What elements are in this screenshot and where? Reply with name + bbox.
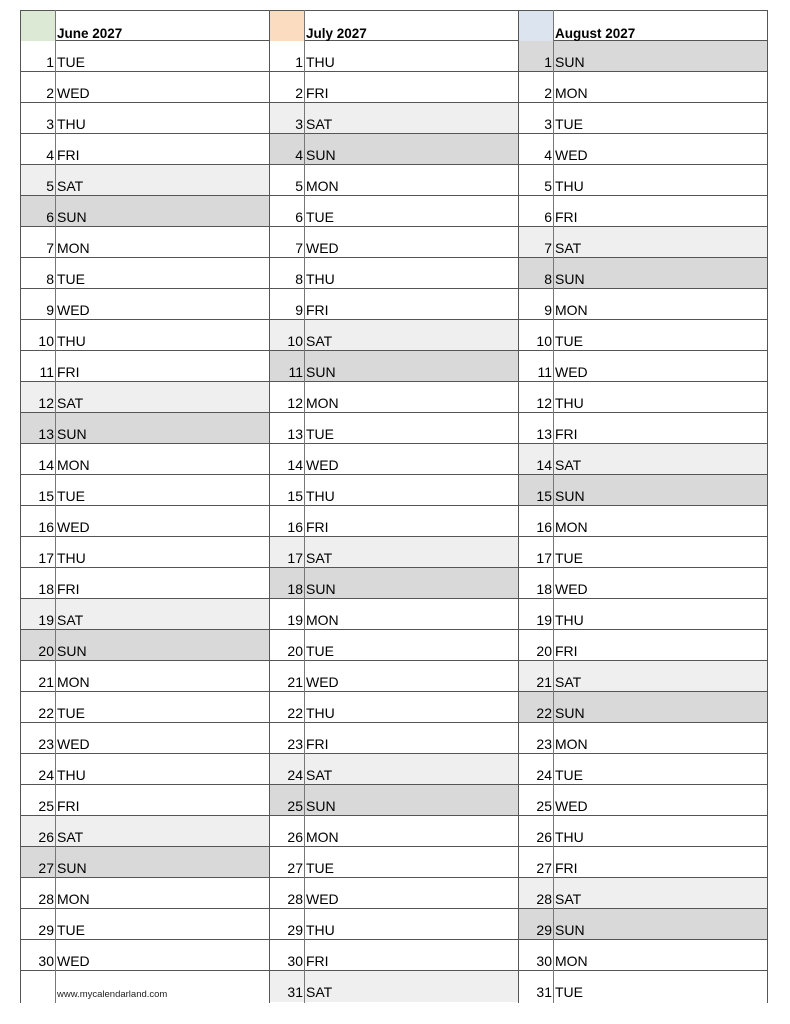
day-row xyxy=(20,41,269,72)
day-number: 19 xyxy=(536,612,552,628)
day-row xyxy=(269,723,518,754)
day-row xyxy=(20,506,269,537)
day-number: 7 xyxy=(46,240,54,256)
day-row xyxy=(269,661,518,692)
day-number: 31 xyxy=(287,984,303,1000)
weekday-label: THU xyxy=(57,767,86,783)
weekday-label: THU xyxy=(555,612,584,628)
day-number: 29 xyxy=(38,922,54,938)
weekday-label: TUE xyxy=(555,984,583,1000)
day-number: 15 xyxy=(536,488,552,504)
day-number: 25 xyxy=(287,798,303,814)
day-row xyxy=(518,413,767,444)
day-row xyxy=(20,227,269,258)
day-row xyxy=(518,506,767,537)
day-row xyxy=(518,847,767,878)
weekday-label: FRI xyxy=(306,953,329,969)
day-row xyxy=(20,537,269,568)
day-number: 11 xyxy=(288,364,303,380)
weekday-label: MON xyxy=(306,395,339,411)
day-row xyxy=(518,909,767,940)
day-number: 3 xyxy=(295,116,303,132)
weekday-label: SUN xyxy=(555,922,585,938)
day-row xyxy=(518,320,767,351)
day-row xyxy=(269,227,518,258)
day-number: 21 xyxy=(287,674,303,690)
month-header xyxy=(20,10,269,41)
grid-line xyxy=(767,10,768,1003)
grid-line xyxy=(518,10,519,1003)
weekday-label: MON xyxy=(57,674,90,690)
day-row xyxy=(269,785,518,816)
day-number: 13 xyxy=(536,426,552,442)
day-row xyxy=(518,72,767,103)
weekday-label: WED xyxy=(555,147,588,163)
day-number: 18 xyxy=(536,581,552,597)
header-color-swatch xyxy=(518,11,553,41)
day-number: 5 xyxy=(295,178,303,194)
day-number: 9 xyxy=(295,302,303,318)
footer-website: www.mycalendarland.com xyxy=(57,989,168,1000)
weekday-label: WED xyxy=(57,85,90,101)
day-row xyxy=(20,72,269,103)
weekday-label: SUN xyxy=(306,147,336,163)
month-header xyxy=(269,10,518,41)
day-row xyxy=(20,196,269,227)
day-number: 17 xyxy=(287,550,303,566)
day-row xyxy=(269,320,518,351)
day-number: 28 xyxy=(287,891,303,907)
day-row xyxy=(518,382,767,413)
day-row xyxy=(518,754,767,785)
weekday-label: WED xyxy=(555,581,588,597)
month-title: August 2027 xyxy=(555,26,636,41)
day-number: 2 xyxy=(295,85,303,101)
day-row xyxy=(269,475,518,506)
weekday-label: WED xyxy=(57,736,90,752)
day-row xyxy=(20,289,269,320)
day-row xyxy=(518,165,767,196)
month-column-august xyxy=(518,10,767,1003)
day-number: 19 xyxy=(38,612,54,628)
weekday-label: SAT xyxy=(57,178,84,194)
weekday-label: TUE xyxy=(57,705,85,721)
weekday-label: THU xyxy=(306,922,335,938)
day-row xyxy=(269,971,518,1002)
day-row xyxy=(518,816,767,847)
day-row xyxy=(269,599,518,630)
day-number: 16 xyxy=(287,519,303,535)
day-number: 15 xyxy=(287,488,303,504)
weekday-label: SAT xyxy=(306,550,333,566)
day-row xyxy=(269,444,518,475)
day-number: 30 xyxy=(287,953,303,969)
day-number: 12 xyxy=(536,395,552,411)
day-number: 3 xyxy=(46,116,54,132)
weekday-label: SUN xyxy=(555,488,585,504)
day-number: 6 xyxy=(46,209,54,225)
weekday-label: SAT xyxy=(57,829,84,845)
day-number: 7 xyxy=(544,240,552,256)
day-row xyxy=(518,785,767,816)
day-number: 22 xyxy=(536,705,552,721)
weekday-label: MON xyxy=(57,240,90,256)
day-row xyxy=(518,444,767,475)
weekday-label: FRI xyxy=(555,643,578,659)
day-row xyxy=(20,816,269,847)
weekday-label: TUE xyxy=(57,54,85,70)
grid-line xyxy=(55,10,56,1003)
weekday-label: MON xyxy=(555,302,588,318)
weekday-label: MON xyxy=(555,85,588,101)
day-row xyxy=(269,878,518,909)
day-row xyxy=(269,103,518,134)
day-number: 16 xyxy=(38,519,54,535)
day-number: 13 xyxy=(38,426,54,442)
day-row xyxy=(518,475,767,506)
weekday-label: THU xyxy=(306,488,335,504)
weekday-label: WED xyxy=(306,891,339,907)
day-row xyxy=(20,909,269,940)
weekday-label: TUE xyxy=(306,426,334,442)
weekday-label: WED xyxy=(57,519,90,535)
day-number: 23 xyxy=(536,736,552,752)
weekday-label: SAT xyxy=(57,395,84,411)
weekday-label: TUE xyxy=(57,922,85,938)
weekday-label: SAT xyxy=(555,674,582,690)
day-row xyxy=(20,785,269,816)
weekday-label: THU xyxy=(57,116,86,132)
day-row xyxy=(518,568,767,599)
day-number: 1 xyxy=(46,54,54,70)
header-color-swatch xyxy=(269,11,304,41)
weekday-label: FRI xyxy=(555,426,578,442)
day-row xyxy=(518,196,767,227)
weekday-label: FRI xyxy=(306,85,329,101)
day-row xyxy=(269,165,518,196)
weekday-label: SAT xyxy=(555,891,582,907)
day-row xyxy=(269,41,518,72)
day-number: 3 xyxy=(544,116,552,132)
weekday-label: FRI xyxy=(555,209,578,225)
month-title: June 2027 xyxy=(57,26,123,41)
grid-line xyxy=(553,10,554,1003)
day-number: 22 xyxy=(38,705,54,721)
day-row xyxy=(518,227,767,258)
day-number: 26 xyxy=(536,829,552,845)
day-number: 29 xyxy=(536,922,552,938)
day-number: 20 xyxy=(287,643,303,659)
day-row xyxy=(269,506,518,537)
day-row xyxy=(518,692,767,723)
day-row xyxy=(269,196,518,227)
weekday-label: SAT xyxy=(555,457,582,473)
day-number: 28 xyxy=(38,891,54,907)
day-number: 24 xyxy=(536,767,552,783)
day-number: 6 xyxy=(295,209,303,225)
weekday-label: TUE xyxy=(555,767,583,783)
day-row xyxy=(269,134,518,165)
day-number: 27 xyxy=(287,860,303,876)
weekday-label: TUE xyxy=(555,333,583,349)
day-number: 22 xyxy=(287,705,303,721)
weekday-label: THU xyxy=(555,395,584,411)
day-row xyxy=(20,754,269,785)
weekday-label: SUN xyxy=(306,798,336,814)
weekday-label: FRI xyxy=(306,302,329,318)
day-row xyxy=(20,723,269,754)
day-number: 12 xyxy=(38,395,54,411)
weekday-label: SAT xyxy=(57,612,84,628)
weekday-label: THU xyxy=(57,333,86,349)
day-number: 9 xyxy=(544,302,552,318)
day-number: 20 xyxy=(38,643,54,659)
day-row xyxy=(518,878,767,909)
day-number: 4 xyxy=(544,147,552,163)
day-number: 10 xyxy=(287,333,303,349)
day-number: 18 xyxy=(38,581,54,597)
weekday-label: WED xyxy=(306,240,339,256)
day-row xyxy=(20,568,269,599)
day-number: 29 xyxy=(287,922,303,938)
weekday-label: SAT xyxy=(306,984,333,1000)
day-row xyxy=(269,537,518,568)
day-number: 11 xyxy=(537,364,552,380)
day-number: 21 xyxy=(38,674,54,690)
day-row xyxy=(518,258,767,289)
three-month-calendar xyxy=(20,10,768,1003)
day-row xyxy=(20,940,269,971)
weekday-label: WED xyxy=(57,302,90,318)
weekday-label: FRI xyxy=(57,581,80,597)
weekday-label: SUN xyxy=(57,860,87,876)
weekday-label: TUE xyxy=(57,271,85,287)
day-number: 11 xyxy=(39,364,54,380)
day-number: 30 xyxy=(38,953,54,969)
weekday-label: SUN xyxy=(306,581,336,597)
header-color-swatch xyxy=(20,11,55,41)
day-number: 27 xyxy=(38,860,54,876)
weekday-label: MON xyxy=(555,736,588,752)
day-number: 1 xyxy=(544,54,552,70)
day-row xyxy=(518,134,767,165)
day-number: 25 xyxy=(38,798,54,814)
day-number: 17 xyxy=(38,550,54,566)
weekday-label: SUN xyxy=(57,209,87,225)
weekday-label: TUE xyxy=(555,116,583,132)
day-row xyxy=(269,940,518,971)
day-row xyxy=(20,878,269,909)
weekday-label: FRI xyxy=(555,860,578,876)
weekday-label: SUN xyxy=(306,364,336,380)
grid-line xyxy=(20,10,21,1003)
weekday-label: THU xyxy=(306,271,335,287)
weekday-label: WED xyxy=(555,798,588,814)
day-number: 18 xyxy=(287,581,303,597)
weekday-label: FRI xyxy=(57,147,80,163)
weekday-label: SUN xyxy=(57,426,87,442)
weekday-label: FRI xyxy=(306,519,329,535)
weekday-label: TUE xyxy=(306,860,334,876)
weekday-label: FRI xyxy=(57,798,80,814)
day-row xyxy=(20,413,269,444)
day-row xyxy=(518,41,767,72)
day-row xyxy=(269,289,518,320)
day-row xyxy=(20,599,269,630)
day-row xyxy=(518,103,767,134)
day-number: 17 xyxy=(536,550,552,566)
day-number: 21 xyxy=(536,674,552,690)
day-number: 1 xyxy=(295,54,303,70)
day-row xyxy=(269,72,518,103)
weekday-label: THU xyxy=(306,54,335,70)
weekday-label: SAT xyxy=(306,767,333,783)
weekday-label: TUE xyxy=(57,488,85,504)
day-row xyxy=(269,816,518,847)
weekday-label: MON xyxy=(306,178,339,194)
day-row xyxy=(20,320,269,351)
day-number: 15 xyxy=(38,488,54,504)
day-row xyxy=(518,289,767,320)
day-number: 14 xyxy=(536,457,552,473)
day-number: 8 xyxy=(544,271,552,287)
day-number: 25 xyxy=(536,798,552,814)
day-row xyxy=(20,258,269,289)
day-row xyxy=(518,537,767,568)
weekday-label: MON xyxy=(57,457,90,473)
weekday-label: TUE xyxy=(306,643,334,659)
grid-line xyxy=(304,10,305,1003)
weekday-label: SUN xyxy=(555,54,585,70)
day-row xyxy=(20,134,269,165)
weekday-label: WED xyxy=(306,457,339,473)
day-row xyxy=(269,413,518,444)
weekday-label: MON xyxy=(57,891,90,907)
weekday-label: THU xyxy=(57,550,86,566)
day-number: 27 xyxy=(536,860,552,876)
day-row xyxy=(20,165,269,196)
day-number: 16 xyxy=(536,519,552,535)
weekday-label: WED xyxy=(306,674,339,690)
weekday-label: MON xyxy=(306,829,339,845)
weekday-label: SAT xyxy=(306,333,333,349)
day-row xyxy=(518,630,767,661)
day-number: 2 xyxy=(46,85,54,101)
weekday-label: THU xyxy=(555,829,584,845)
day-row xyxy=(518,971,767,1002)
weekday-label: TUE xyxy=(306,209,334,225)
weekday-label: SUN xyxy=(555,705,585,721)
day-row xyxy=(269,568,518,599)
day-number: 5 xyxy=(46,178,54,194)
day-number: 14 xyxy=(287,457,303,473)
day-row xyxy=(20,692,269,723)
weekday-label: TUE xyxy=(555,550,583,566)
day-row xyxy=(20,661,269,692)
day-row xyxy=(269,351,518,382)
weekday-label: WED xyxy=(555,364,588,380)
day-row xyxy=(269,909,518,940)
day-row xyxy=(269,692,518,723)
month-title: July 2027 xyxy=(306,26,367,41)
day-number: 7 xyxy=(295,240,303,256)
day-number: 23 xyxy=(287,736,303,752)
day-row xyxy=(20,847,269,878)
day-row xyxy=(269,754,518,785)
day-number: 26 xyxy=(287,829,303,845)
day-number: 2 xyxy=(544,85,552,101)
day-row xyxy=(269,630,518,661)
day-number: 24 xyxy=(287,767,303,783)
day-number: 10 xyxy=(38,333,54,349)
day-row xyxy=(20,475,269,506)
day-row xyxy=(20,382,269,413)
day-row xyxy=(20,444,269,475)
month-column-june xyxy=(20,10,269,1003)
day-number: 8 xyxy=(295,271,303,287)
weekday-label: SUN xyxy=(57,643,87,659)
day-row xyxy=(269,382,518,413)
day-number: 13 xyxy=(287,426,303,442)
weekday-label: THU xyxy=(306,705,335,721)
weekday-label: FRI xyxy=(57,364,80,380)
day-row xyxy=(20,630,269,661)
day-number: 24 xyxy=(38,767,54,783)
weekday-label: SAT xyxy=(306,116,333,132)
day-row xyxy=(269,258,518,289)
weekday-label: MON xyxy=(555,519,588,535)
day-number: 5 xyxy=(544,178,552,194)
day-row xyxy=(518,723,767,754)
day-row xyxy=(518,351,767,382)
grid-line xyxy=(269,10,270,1003)
day-number: 28 xyxy=(536,891,552,907)
weekday-label: FRI xyxy=(306,736,329,752)
weekday-label: SAT xyxy=(555,240,582,256)
month-header xyxy=(518,10,767,41)
weekday-label: THU xyxy=(555,178,584,194)
day-number: 12 xyxy=(287,395,303,411)
day-number: 9 xyxy=(46,302,54,318)
day-row xyxy=(518,661,767,692)
day-row xyxy=(20,351,269,382)
day-number: 23 xyxy=(38,736,54,752)
day-row xyxy=(20,103,269,134)
day-number: 6 xyxy=(544,209,552,225)
day-row xyxy=(518,940,767,971)
day-number: 4 xyxy=(46,147,54,163)
day-number: 31 xyxy=(536,984,552,1000)
day-number: 26 xyxy=(38,829,54,845)
weekday-label: MON xyxy=(306,612,339,628)
weekday-label: WED xyxy=(57,953,90,969)
weekday-label: SUN xyxy=(555,271,585,287)
weekday-label: MON xyxy=(555,953,588,969)
day-row xyxy=(269,847,518,878)
day-row xyxy=(518,599,767,630)
day-number: 14 xyxy=(38,457,54,473)
month-column-july xyxy=(269,10,518,1003)
day-number: 30 xyxy=(536,953,552,969)
day-number: 10 xyxy=(536,333,552,349)
day-number: 19 xyxy=(287,612,303,628)
day-number: 20 xyxy=(536,643,552,659)
day-number: 4 xyxy=(295,147,303,163)
day-number: 8 xyxy=(46,271,54,287)
